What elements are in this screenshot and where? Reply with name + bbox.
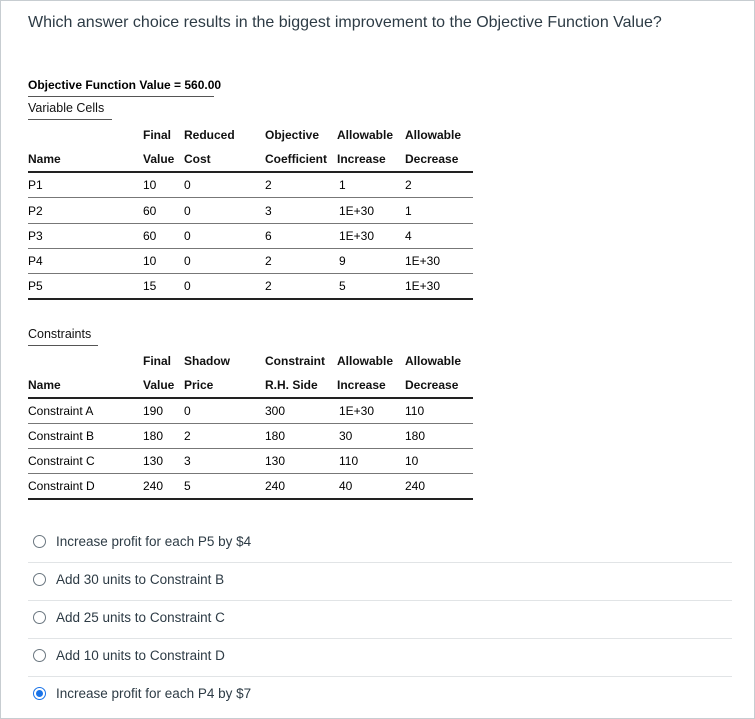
con-row-dec: 10 [405, 454, 419, 468]
vc-header-decrease: Decrease [405, 152, 459, 166]
con-row-rhs: 240 [265, 479, 286, 493]
vc-header-increase: Increase [337, 152, 386, 166]
answer-option-3[interactable] [28, 599, 732, 636]
vc-row-inc: 9 [339, 254, 346, 268]
question-text: Which answer choice results in the biggest improvement to the Objective Function Value? [28, 14, 662, 31]
vc-header-name: Name [28, 152, 61, 166]
vc-row-name: P5 [28, 279, 43, 293]
constraints-underline [28, 345, 98, 346]
con-header-increase: Increase [337, 378, 386, 392]
con-row-inc: 1E+30 [339, 404, 375, 418]
vc-row-name: P1 [28, 178, 43, 192]
vc-row-name: P2 [28, 204, 43, 218]
objective-underline [28, 96, 214, 97]
vc-row-dec: 1 [405, 204, 412, 218]
con-row-name: Constraint C [28, 454, 95, 468]
con-row-rule [28, 448, 473, 449]
con-row-inc: 110 [339, 454, 359, 468]
vc-row-reduced: 0 [184, 279, 191, 293]
radio-button-selected[interactable] [33, 687, 46, 700]
vc-row-name: P3 [28, 229, 43, 243]
vc-header-rule [28, 171, 473, 173]
answer-option-4[interactable] [28, 637, 732, 674]
con-row-name: Constraint A [28, 404, 94, 418]
variable-cells-title: Variable Cells [28, 101, 105, 115]
answer-label: Increase profit for each P5 by $4 [56, 534, 252, 549]
answer-label: Increase profit for each P4 by $7 [56, 686, 252, 701]
con-header-allowable-dec: Allowable [405, 354, 462, 368]
con-header-shadow: Shadow [184, 354, 231, 368]
vc-row-rule [28, 197, 473, 198]
radio-button[interactable] [33, 535, 46, 548]
radio-button[interactable] [33, 573, 46, 586]
vc-row-coef: 6 [265, 229, 272, 243]
con-row-name: Constraint B [28, 429, 95, 443]
con-header-final: Final [143, 354, 172, 368]
con-row-final: 190 [143, 404, 164, 418]
radio-button[interactable] [33, 611, 46, 624]
vc-row-coef: 2 [265, 178, 272, 192]
vc-row-rule [28, 248, 473, 249]
con-header-constraint: Constraint [265, 354, 325, 368]
con-row-shadow: 5 [184, 479, 191, 493]
vc-row-inc: 1E+30 [339, 229, 375, 243]
vc-header-allowable-dec: Allowable [405, 128, 462, 142]
vc-header-value: Value [143, 152, 175, 166]
con-row-rhs: 300 [265, 404, 286, 418]
con-row-inc: 30 [339, 429, 353, 443]
vc-row-coef: 3 [265, 204, 272, 218]
con-row-final: 240 [143, 479, 164, 493]
answer-label: Add 10 units to Constraint D [56, 648, 225, 663]
vc-header-objective: Objective [265, 128, 320, 142]
vc-header-reduced: Reduced [184, 128, 235, 142]
constraints-title: Constraints [28, 327, 92, 341]
con-row-dec: 110 [405, 404, 425, 418]
vc-row-rule [28, 273, 473, 274]
con-row-shadow: 2 [184, 429, 191, 443]
vc-row-dec: 2 [405, 178, 412, 192]
con-row-rhs: 180 [265, 429, 286, 443]
vc-row-inc: 1 [339, 178, 346, 192]
con-row-shadow: 0 [184, 404, 191, 418]
con-header-price: Price [184, 378, 214, 392]
con-header-decrease: Decrease [405, 378, 459, 392]
con-row-inc: 40 [339, 479, 353, 493]
vc-row-rule [28, 223, 473, 224]
con-header-rule [28, 397, 473, 399]
vc-row-final: 15 [143, 279, 157, 293]
vc-row-final: 60 [143, 204, 157, 218]
vc-row-reduced: 0 [184, 204, 191, 218]
answer-option-2[interactable] [28, 561, 732, 598]
con-row-rhs: 130 [265, 454, 286, 468]
con-header-allowable-inc: Allowable [337, 354, 394, 368]
vc-row-name: P4 [28, 254, 43, 268]
vc-table-bottom-rule [28, 298, 473, 300]
variable-cells-underline [28, 119, 112, 120]
con-header-value: Value [143, 378, 175, 392]
vc-row-dec: 1E+30 [405, 279, 441, 293]
con-table-bottom-rule [28, 498, 473, 500]
con-row-shadow: 3 [184, 454, 191, 468]
con-row-dec: 180 [405, 429, 426, 443]
answer-option-5[interactable] [28, 675, 732, 712]
con-header-rhs: R.H. Side [265, 378, 318, 392]
answer-option-1[interactable] [28, 523, 732, 560]
con-row-final: 180 [143, 429, 164, 443]
vc-row-dec: 4 [405, 229, 412, 243]
con-row-final: 130 [143, 454, 164, 468]
con-row-dec: 240 [405, 479, 426, 493]
vc-row-reduced: 0 [184, 178, 191, 192]
objective-value-label: Objective Function Value = 560.00 [28, 78, 222, 92]
vc-row-reduced: 0 [184, 254, 191, 268]
vc-header-coefficient: Coefficient [265, 152, 328, 166]
vc-row-coef: 2 [265, 279, 272, 293]
radio-button[interactable] [33, 649, 46, 662]
con-row-rule [28, 423, 473, 424]
vc-header-cost: Cost [184, 152, 211, 166]
vc-row-inc: 5 [339, 279, 346, 293]
con-row-rule [28, 473, 473, 474]
vc-row-dec: 1E+30 [405, 254, 441, 268]
vc-row-inc: 1E+30 [339, 204, 375, 218]
answer-label: Add 30 units to Constraint B [56, 572, 225, 587]
vc-header-allowable-inc: Allowable [337, 128, 394, 142]
vc-row-final: 10 [143, 254, 157, 268]
vc-header-final: Final [143, 128, 172, 142]
vc-row-final: 60 [143, 229, 157, 243]
vc-row-reduced: 0 [184, 229, 191, 243]
vc-row-final: 10 [143, 178, 157, 192]
con-header-name: Name [28, 378, 61, 392]
vc-row-coef: 2 [265, 254, 272, 268]
con-row-name: Constraint D [28, 479, 95, 493]
answer-label: Add 25 units to Constraint C [56, 610, 225, 625]
